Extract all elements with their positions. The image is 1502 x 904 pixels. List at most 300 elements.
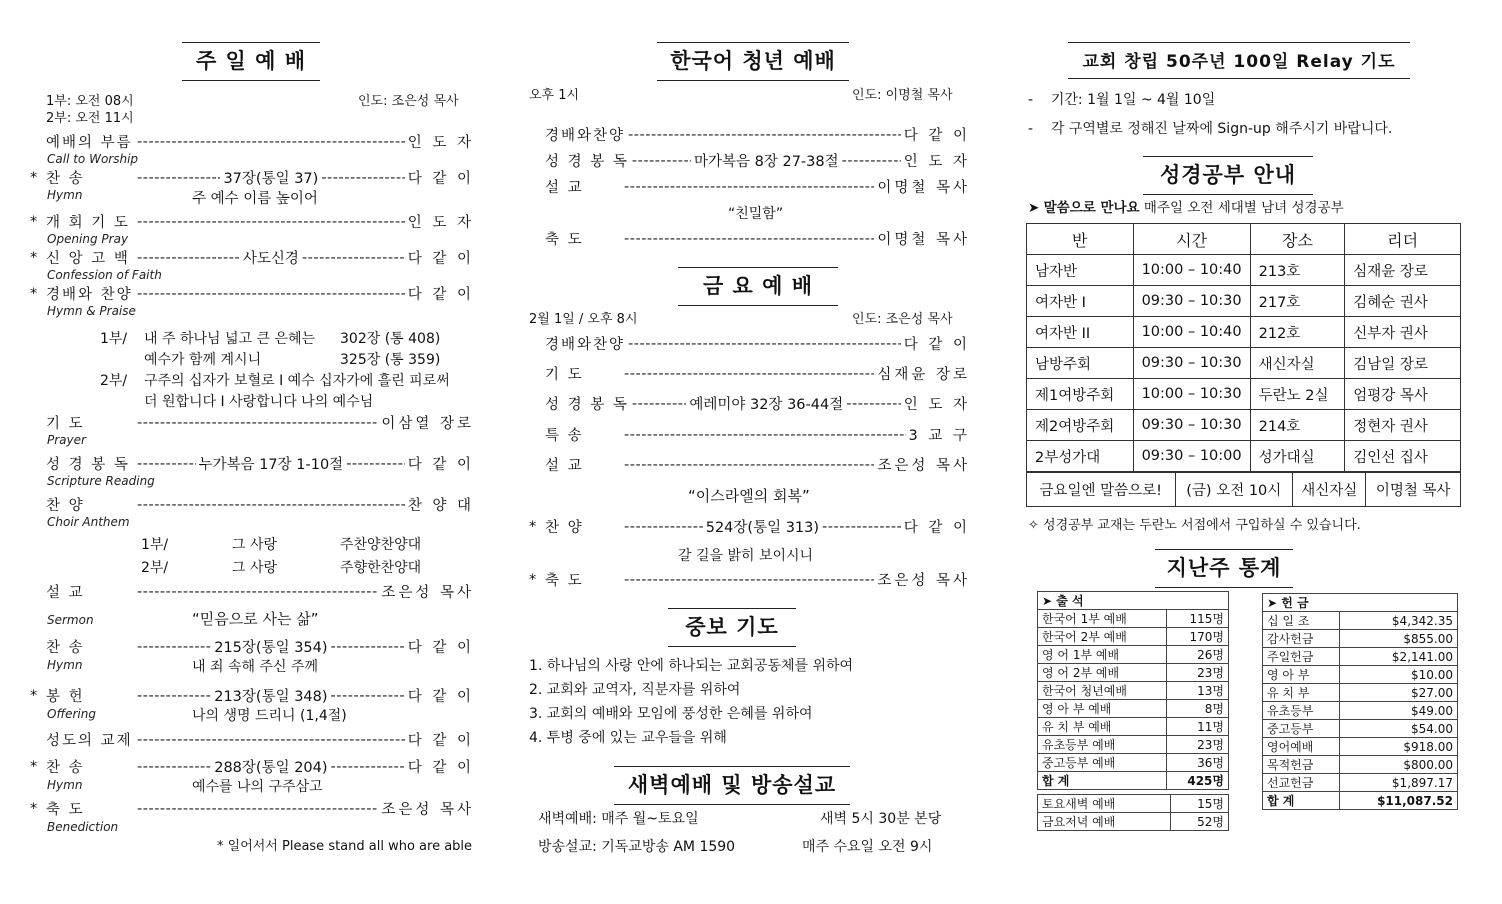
friday-bene-right: 조은성 목사 bbox=[877, 573, 970, 589]
youth-item-0-dash bbox=[628, 127, 901, 143]
bible-study-intro: ➤ 말씀으로 만나요 매주일 오전 세대별 남녀 성경공부 bbox=[1028, 200, 1344, 216]
intercession-item-3: 4. 투병 중에 있는 교우들을 위해 bbox=[529, 730, 727, 746]
offering-amount: $2,141.00 bbox=[1339, 648, 1457, 666]
youth-item-2 bbox=[545, 176, 970, 197]
bible-study-cell: 212호 bbox=[1250, 317, 1345, 348]
sunday-item2-1-dash bbox=[137, 456, 196, 472]
bible-study-row bbox=[1027, 410, 1461, 441]
youth-item-2-right: 이명철 목사 bbox=[877, 180, 970, 196]
sunday-item3-3-label: 찬 송 bbox=[46, 760, 85, 776]
stats-title: 지난주 통계 bbox=[1155, 549, 1293, 588]
friday-item-3-right: 3 교 구 bbox=[908, 428, 970, 444]
sunday-item-2-right: 인 도 자 bbox=[407, 215, 474, 231]
sunday-item3-3-right: 다 같 이 bbox=[407, 760, 475, 776]
sunday-stand-note: * 일어서서 Please stand all who are able bbox=[217, 839, 473, 854]
attendance-count: 26명 bbox=[1166, 646, 1228, 664]
offering-amount: $4,342.35 bbox=[1339, 612, 1457, 630]
friday-item-1 bbox=[545, 363, 970, 384]
attendance-count: 23명 bbox=[1166, 736, 1228, 754]
attendance-total-label: 합 계 bbox=[1038, 772, 1167, 790]
sunday-item3-1-label: 봉 헌 bbox=[46, 689, 85, 705]
bible-study-cell: 남자반 bbox=[1027, 255, 1134, 286]
attendance-row bbox=[1038, 736, 1229, 754]
sunday-item2-2-right: 찬 양 대 bbox=[407, 498, 474, 514]
attendance-table bbox=[1037, 591, 1229, 790]
bible-study-cell: 213호 bbox=[1250, 255, 1345, 286]
attendance-row bbox=[1038, 682, 1229, 700]
sunday-item3-0-label: 찬 송 bbox=[46, 640, 85, 656]
offering-table bbox=[1262, 593, 1458, 810]
dawn-row2-left: 방송설교: 기독교방송 AM 1590 bbox=[538, 839, 736, 855]
relay-item-1: - 기간: 1월 1일 ~ 4월 10일 bbox=[1028, 92, 1216, 108]
attendance-name: 영 어 2부 예배 bbox=[1038, 664, 1167, 682]
bible-study-note: ✧ 성경공부 교재는 두란노 서점에서 구입하실 수 있습니다. bbox=[1028, 518, 1361, 533]
sunday-item3-1-sub: 나의 생명 드리니 (1,4절) bbox=[192, 708, 347, 724]
offering-amount: $54.00 bbox=[1339, 720, 1457, 738]
attendance-row bbox=[1038, 718, 1229, 736]
attendance-row bbox=[1038, 754, 1229, 772]
friday-item-1-right: 심재윤 장로 bbox=[877, 367, 970, 383]
bible-study-cell: 남방주회 bbox=[1027, 348, 1134, 379]
bible-study-cell: 성가대실 bbox=[1250, 441, 1345, 472]
offering-name: 유 치 부 bbox=[1263, 684, 1340, 702]
attendance-row bbox=[1038, 628, 1229, 646]
friday-item-2-dash bbox=[632, 396, 687, 412]
attendance-count: 170명 bbox=[1166, 628, 1228, 646]
friday-item-1-label: 기 도 bbox=[545, 367, 584, 383]
friday-item-0-dash bbox=[628, 336, 901, 352]
bible-study-cell: 여자반 II bbox=[1027, 317, 1134, 348]
sunday-item-1 bbox=[30, 167, 474, 188]
weekday-name: 토요새벽 예배 bbox=[1038, 795, 1171, 813]
attendance-count: 23명 bbox=[1166, 664, 1228, 682]
sunday-sermon-title: “믿음으로 사는 삶” bbox=[192, 610, 319, 628]
offering-total-label: 합 계 bbox=[1263, 792, 1340, 810]
bible-study-cell: 정현자 권사 bbox=[1345, 410, 1461, 441]
sunday-item3-3-star: * bbox=[30, 758, 38, 775]
bible-study-cell: 10:00 – 10:40 bbox=[1133, 255, 1250, 286]
offering-amount: $1,897.17 bbox=[1339, 774, 1457, 792]
weekday-attendance-table bbox=[1037, 794, 1229, 831]
bible-study-row bbox=[1027, 255, 1461, 286]
sunday-item2-0-right: 이삼열 장로 bbox=[381, 416, 474, 432]
offering-total-value: $11,087.52 bbox=[1339, 792, 1457, 810]
youth-item-3-dash bbox=[624, 231, 874, 247]
sunday-item-1-label: 찬 송 bbox=[46, 171, 85, 187]
friday-hymn bbox=[529, 516, 970, 537]
sunday-item3-2 bbox=[30, 729, 474, 750]
offering-row bbox=[1263, 774, 1458, 792]
sunday-leader: 인도: 조은성 목사 bbox=[358, 94, 459, 109]
sunday-item-4-right: 다 같 이 bbox=[407, 287, 474, 303]
sunday-item2-1-en: Scripture Reading bbox=[47, 474, 155, 488]
sunday-item-0-right: 인 도 자 bbox=[407, 135, 474, 151]
offering-row bbox=[1263, 756, 1458, 774]
friday-item-2 bbox=[545, 393, 970, 414]
bible-study-cell: 2부성가대 bbox=[1027, 441, 1134, 472]
sunday-item-1-star: * bbox=[30, 169, 38, 186]
dawn-row1-right: 새벽 5시 30분 본당 bbox=[820, 811, 942, 827]
friday-bene-label: 축 도 bbox=[545, 573, 584, 589]
intercession-item-0: 1. 하나님의 사랑 안에 하나되는 교회공동체를 위하여 bbox=[529, 658, 854, 674]
bible-study-cell: 09:30 – 10:00 bbox=[1133, 441, 1250, 472]
offering-row bbox=[1263, 648, 1458, 666]
relay-title: 교회 창립 50주년 100일 Relay 기도 bbox=[1068, 42, 1410, 79]
offering-name: 선교헌금 bbox=[1263, 774, 1340, 792]
choir-song-0: 그 사랑 bbox=[232, 537, 278, 553]
bible-study-cell: 김혜순 권사 bbox=[1345, 286, 1461, 317]
sunday-title: 주 일 예 배 bbox=[182, 42, 320, 81]
bible-study-header-3: 리더 bbox=[1345, 224, 1461, 255]
bible-study-cell: 217호 bbox=[1250, 286, 1345, 317]
attendance-name: 유 치 부 예배 bbox=[1038, 718, 1167, 736]
youth-item-0-right: 다 같 이 bbox=[903, 128, 970, 144]
sunday-item3-1-dash2 bbox=[331, 688, 405, 704]
sunday-item3-4-star: * bbox=[30, 800, 38, 817]
bible-study-cell: 새신자실 bbox=[1250, 348, 1345, 379]
offering-name: 감사헌금 bbox=[1263, 630, 1340, 648]
friday-hymn-dash bbox=[624, 519, 703, 535]
youth-item-2-dash bbox=[624, 179, 874, 195]
sunday-item2-2-dash bbox=[137, 497, 405, 513]
offering-amount: $49.00 bbox=[1339, 702, 1457, 720]
sunday-item-3-dash2 bbox=[302, 250, 405, 266]
bible-study-cell: 09:30 – 10:30 bbox=[1133, 286, 1250, 317]
friday-item-2-dash2 bbox=[846, 396, 901, 412]
offering-total-row bbox=[1263, 792, 1458, 810]
sunday-item-0 bbox=[30, 131, 474, 152]
offering-amount: $800.00 bbox=[1339, 756, 1457, 774]
intercession-title: 중보 기도 bbox=[668, 608, 796, 647]
offering-amount: $918.00 bbox=[1339, 738, 1457, 756]
bible-study-cell: 김남일 장로 bbox=[1345, 348, 1461, 379]
youth-item-3 bbox=[545, 228, 970, 249]
sunday-item3-0 bbox=[30, 636, 474, 657]
sunday-item-3-right: 다 같 이 bbox=[407, 251, 474, 267]
bible-study-cell: 신부자 권사 bbox=[1345, 317, 1461, 348]
bible-study-cell: 214호 bbox=[1250, 410, 1345, 441]
sunday-item3-2-dash bbox=[137, 732, 405, 748]
friday-hymn-dash2 bbox=[822, 519, 901, 535]
friday-hymn-right: 다 같 이 bbox=[903, 520, 971, 536]
offering-name: 주일헌금 bbox=[1263, 648, 1340, 666]
bible-study-cell: 제2여방주회 bbox=[1027, 410, 1134, 441]
sunday-sermon-dash bbox=[137, 584, 378, 600]
offering-row bbox=[1263, 666, 1458, 684]
choir-part-1: 2부/ bbox=[141, 560, 169, 576]
bible-study-row bbox=[1027, 286, 1461, 317]
friday-item-4-label: 설 교 bbox=[545, 458, 584, 474]
bible-study-cell: 10:00 – 10:30 bbox=[1133, 379, 1250, 410]
bible-study-row bbox=[1027, 441, 1461, 472]
attendance-name: 유초등부 예배 bbox=[1038, 736, 1167, 754]
friday-item-3-dash bbox=[624, 427, 906, 443]
sunday-item-2-en: Opening Pray bbox=[47, 232, 129, 246]
bible-study-header-0: 반 bbox=[1027, 224, 1134, 255]
friday-sermon-title: “이스라엘의 회복” bbox=[688, 487, 810, 505]
sunday-item3-3-mid: 288장(통일 204) bbox=[214, 760, 328, 776]
attendance-header-row bbox=[1038, 592, 1229, 610]
friday-item-0-label: 경배와찬양 bbox=[545, 337, 626, 353]
friday-bene-dash bbox=[624, 572, 874, 588]
sunday-item-1-dash bbox=[137, 170, 220, 186]
attendance-total-row bbox=[1038, 772, 1229, 790]
sunday-item2-0-en: Prayer bbox=[47, 433, 86, 447]
attendance-name: 한국어 2부 예배 bbox=[1038, 628, 1167, 646]
youth-item-1 bbox=[545, 150, 970, 171]
friday-bene-star: * bbox=[529, 571, 537, 588]
sunday-item3-3-dash2 bbox=[331, 759, 405, 775]
youth-item-1-dash bbox=[632, 153, 691, 169]
bible-study-cell: 10:00 – 10:40 bbox=[1133, 317, 1250, 348]
bible-study-header-1: 시간 bbox=[1133, 224, 1250, 255]
praise-text-0: 내 주 하나님 넓고 큰 은혜는 bbox=[144, 331, 316, 347]
sunday-item2-1-right: 다 같 이 bbox=[407, 457, 474, 473]
praise-text-2: 구주의 십자가 보혈로 I 예수 십자가에 흘린 피로써 bbox=[144, 373, 450, 389]
youth-item-1-dash2 bbox=[842, 153, 901, 169]
sunday-item3-0-dash2 bbox=[331, 639, 405, 655]
sunday-item-1-dash2 bbox=[321, 170, 404, 186]
intercession-item-1: 2. 교회와 교역자, 직분자를 위하여 bbox=[529, 682, 741, 698]
sunday-item-0-dash bbox=[137, 134, 405, 150]
friday-hymn-sub: 갈 길을 밝히 보이시니 bbox=[678, 548, 814, 564]
choir-name-0: 주찬양찬양대 bbox=[340, 537, 422, 553]
sunday-item3-3 bbox=[30, 756, 474, 777]
intercession-item-2: 3. 교회의 예배와 모임에 풍성한 은혜를 위하여 bbox=[529, 706, 813, 722]
sunday-service-1: 1부: 오전 08시 bbox=[46, 94, 134, 109]
sunday-item3-4-label: 축 도 bbox=[46, 802, 85, 818]
attendance-name: 한국어 1부 예배 bbox=[1038, 610, 1167, 628]
sunday-item3-0-right: 다 같 이 bbox=[407, 640, 475, 656]
bible-study-row bbox=[1027, 348, 1461, 379]
weekday-count: 52명 bbox=[1171, 813, 1229, 831]
friday-item-4 bbox=[545, 454, 970, 475]
bible-study-cell: 제1여방주회 bbox=[1027, 379, 1134, 410]
bible-study-cell: 두란노 2실 bbox=[1250, 379, 1345, 410]
sunday-item3-0-dash bbox=[137, 639, 211, 655]
youth-item-2-label: 설 교 bbox=[545, 180, 584, 196]
weekday-name: 금요저녁 예배 bbox=[1038, 813, 1171, 831]
sunday-item3-4-right: 조은성 목사 bbox=[381, 802, 474, 818]
weekday-count: 15명 bbox=[1171, 795, 1229, 813]
sunday-item3-3-en: Hymn bbox=[47, 778, 83, 792]
sunday-item3-0-sub: 내 죄 속해 주신 주께 bbox=[192, 659, 318, 675]
sunday-item-4-label: 경배와 찬양 bbox=[46, 287, 133, 303]
youth-title: 한국어 청년 예배 bbox=[657, 42, 849, 81]
friday-study-cell-2: 새신자실 bbox=[1293, 473, 1366, 507]
sunday-item3-1 bbox=[30, 685, 474, 706]
weekday-row bbox=[1038, 813, 1229, 831]
sunday-item3-1-en: Offering bbox=[47, 707, 96, 721]
bible-study-header-2: 장소 bbox=[1250, 224, 1345, 255]
sunday-sermon bbox=[30, 581, 474, 602]
praise-text-1: 예수가 함께 계시니 bbox=[144, 352, 262, 368]
dawn-row2-right: 매주 수요일 오전 9시 bbox=[802, 839, 933, 855]
friday-item-2-right: 인 도 자 bbox=[903, 397, 970, 413]
bible-study-table bbox=[1026, 223, 1461, 472]
friday-item-3 bbox=[545, 424, 970, 445]
sunday-item-1-right: 다 같 이 bbox=[407, 171, 475, 187]
praise-part-2: 2부/ bbox=[100, 373, 128, 389]
youth-item-0 bbox=[545, 124, 970, 145]
friday-item-1-dash bbox=[624, 366, 874, 382]
sunday-item3-4-dash bbox=[137, 801, 378, 817]
friday-item-4-dash bbox=[624, 457, 874, 473]
attendance-count: 11명 bbox=[1166, 718, 1228, 736]
bible-study-cell: 엄평강 목사 bbox=[1345, 379, 1461, 410]
offering-row bbox=[1263, 702, 1458, 720]
youth-item-0-label: 경배와찬양 bbox=[545, 128, 626, 144]
sunday-item-0-en: Call to Worship bbox=[47, 152, 139, 166]
offering-row bbox=[1263, 612, 1458, 630]
bible-study-cell: 김인선 집사 bbox=[1345, 441, 1461, 472]
friday-item-3-label: 특 송 bbox=[545, 428, 584, 444]
friday-bene bbox=[529, 569, 970, 590]
attendance-row bbox=[1038, 646, 1229, 664]
friday-item-2-mid: 예레미야 32장 36-44절 bbox=[689, 397, 844, 413]
sunday-item2-1 bbox=[30, 453, 474, 474]
sunday-sermon-label: 설 교 bbox=[46, 585, 85, 601]
attendance-count: 115명 bbox=[1166, 610, 1228, 628]
sunday-item2-0-label: 기 도 bbox=[46, 416, 85, 432]
youth-leader: 인도: 이명철 목사 bbox=[852, 88, 953, 103]
choir-part-0: 1부/ bbox=[141, 537, 169, 553]
sunday-item-3-dash bbox=[137, 250, 240, 266]
friday-study-cell-1: (금) 오전 10시 bbox=[1175, 473, 1293, 507]
sunday-item2-1-mid: 누가복음 17장 1-10절 bbox=[198, 457, 344, 473]
friday-hymn-star: * bbox=[529, 518, 537, 535]
sunday-item3-1-mid: 213장(통일 348) bbox=[214, 689, 328, 705]
offering-row bbox=[1263, 738, 1458, 756]
offering-header: ➤ 헌 금 bbox=[1263, 594, 1458, 612]
offering-name: 영 아 부 bbox=[1263, 666, 1340, 684]
offering-header-row bbox=[1263, 594, 1458, 612]
bible-study-title: 성경공부 안내 bbox=[1143, 156, 1313, 195]
sunday-item-4-star: * bbox=[30, 285, 38, 302]
youth-time: 오후 1시 bbox=[529, 88, 580, 103]
attendance-row bbox=[1038, 610, 1229, 628]
friday-item-0-right: 다 같 이 bbox=[903, 337, 970, 353]
praise-part-0: 1부/ bbox=[100, 331, 128, 347]
sunday-item-4 bbox=[30, 283, 474, 304]
sunday-item2-1-dash2 bbox=[346, 456, 405, 472]
sunday-item3-3-sub: 예수를 나의 구주삼고 bbox=[192, 779, 323, 795]
attendance-header: ➤ 출 석 bbox=[1038, 592, 1229, 610]
bible-study-row bbox=[1027, 379, 1461, 410]
choir-name-1: 주향한찬양대 bbox=[340, 560, 422, 576]
bible-study-cell: 09:30 – 10:30 bbox=[1133, 348, 1250, 379]
friday-leader: 인도: 조은성 목사 bbox=[852, 312, 953, 327]
bible-study-cell: 09:30 – 10:30 bbox=[1133, 410, 1250, 441]
sunday-item-3 bbox=[30, 247, 474, 268]
offering-amount: $855.00 bbox=[1339, 630, 1457, 648]
sunday-item3-1-dash bbox=[137, 688, 211, 704]
friday-hymn-mid: 524장(통일 313) bbox=[705, 520, 820, 536]
sunday-item3-1-right: 다 같 이 bbox=[407, 689, 475, 705]
attendance-count: 8명 bbox=[1166, 700, 1228, 718]
friday-study-row bbox=[1026, 472, 1461, 507]
offering-amount: $10.00 bbox=[1339, 666, 1457, 684]
sunday-item-3-star: * bbox=[30, 249, 38, 266]
sunday-item-3-mid: 사도신경 bbox=[242, 251, 299, 267]
friday-item-4-right: 조은성 목사 bbox=[877, 458, 970, 474]
sunday-item2-0-dash bbox=[137, 415, 378, 431]
sunday-item3-2-right: 다 같 이 bbox=[407, 733, 474, 749]
youth-item-1-mid: 마가복음 8장 27-38절 bbox=[694, 154, 839, 170]
praise-text-3: 더 원합니다 I 사랑합니다 나의 예수님 bbox=[144, 394, 374, 410]
sunday-item-2-star: * bbox=[30, 213, 38, 230]
sunday-item-2 bbox=[30, 211, 474, 232]
sunday-item-1-mid: 37장(통일 37) bbox=[223, 171, 319, 187]
sunday-item3-2-label: 성도의 교제 bbox=[46, 733, 133, 749]
sunday-item-2-dash bbox=[137, 214, 405, 230]
offering-row bbox=[1263, 684, 1458, 702]
sunday-item-3-label: 신 앙 고 백 bbox=[46, 251, 130, 267]
praise-num-0: 302장 (통 408) bbox=[340, 331, 441, 347]
youth-item-3-label: 축 도 bbox=[545, 232, 584, 248]
sunday-item2-2-en: Choir Anthem bbox=[47, 515, 130, 529]
sunday-item2-2 bbox=[30, 494, 474, 515]
youth-item-1-label: 성 경 봉 독 bbox=[545, 154, 629, 170]
offering-row bbox=[1263, 720, 1458, 738]
sunday-item-3-en: Confession of Faith bbox=[47, 268, 162, 282]
offering-name: 목적헌금 bbox=[1263, 756, 1340, 774]
friday-item-0 bbox=[545, 333, 970, 354]
attendance-row bbox=[1038, 664, 1229, 682]
offering-name: 중고등부 bbox=[1263, 720, 1340, 738]
sunday-item-1-en: Hymn bbox=[47, 188, 83, 202]
attendance-count: 36명 bbox=[1166, 754, 1228, 772]
sunday-item3-3-dash bbox=[137, 759, 211, 775]
choir-song-1: 그 사랑 bbox=[232, 560, 278, 576]
youth-item-1-right: 인 도 자 bbox=[903, 154, 971, 170]
sunday-item3-4 bbox=[30, 798, 474, 819]
bible-study-cell: 여자반 I bbox=[1027, 286, 1134, 317]
friday-time: 2월 1일 / 오후 8시 bbox=[529, 312, 638, 327]
dawn-row1-left: 새벽예배: 매주 월~토요일 bbox=[538, 811, 699, 827]
relay-item-2: - 각 구역별로 정해진 날짜에 Sign-up 해주시기 바랍니다. bbox=[1028, 121, 1393, 137]
friday-study-cell-0: 금요일엔 말씀으로! bbox=[1027, 473, 1176, 507]
youth-sermon-title: “친밀함” bbox=[728, 206, 784, 222]
sunday-item-1-sub: 주 예수 이름 높이어 bbox=[192, 191, 318, 207]
friday-title: 금 요 예 배 bbox=[678, 267, 838, 306]
attendance-name: 영 어 1부 예배 bbox=[1038, 646, 1167, 664]
sunday-item3-0-en: Hymn bbox=[47, 658, 83, 672]
praise-num-1: 325장 (통 359) bbox=[340, 352, 441, 368]
attendance-row bbox=[1038, 700, 1229, 718]
sunday-sermon-right: 조은성 목사 bbox=[381, 585, 474, 601]
attendance-name: 한국어 청년예배 bbox=[1038, 682, 1167, 700]
sunday-service-2: 2부: 오전 11시 bbox=[46, 111, 134, 126]
bible-study-cell: 심재윤 장로 bbox=[1345, 255, 1461, 286]
sunday-item3-4-en: Benediction bbox=[47, 820, 119, 834]
offering-name: 십 일 조 bbox=[1263, 612, 1340, 630]
attendance-name: 중고등부 예배 bbox=[1038, 754, 1167, 772]
sunday-item-4-dash bbox=[137, 286, 405, 302]
friday-item-2-label: 성 경 봉 독 bbox=[545, 397, 629, 413]
offering-amount: $27.00 bbox=[1339, 684, 1457, 702]
offering-row bbox=[1263, 630, 1458, 648]
sunday-item-4-en: Hymn & Praise bbox=[47, 304, 136, 318]
offering-name: 유초등부 bbox=[1263, 702, 1340, 720]
sunday-item2-2-label: 찬 양 bbox=[46, 498, 85, 514]
attendance-count: 13명 bbox=[1166, 682, 1228, 700]
friday-hymn-label: 찬 양 bbox=[545, 520, 584, 536]
offering-name: 영어예배 bbox=[1263, 738, 1340, 756]
dawn-title: 새벽예배 및 방송설교 bbox=[614, 766, 850, 805]
attendance-total-value: 425명 bbox=[1166, 772, 1228, 790]
sunday-sermon-en: Sermon bbox=[47, 613, 94, 627]
